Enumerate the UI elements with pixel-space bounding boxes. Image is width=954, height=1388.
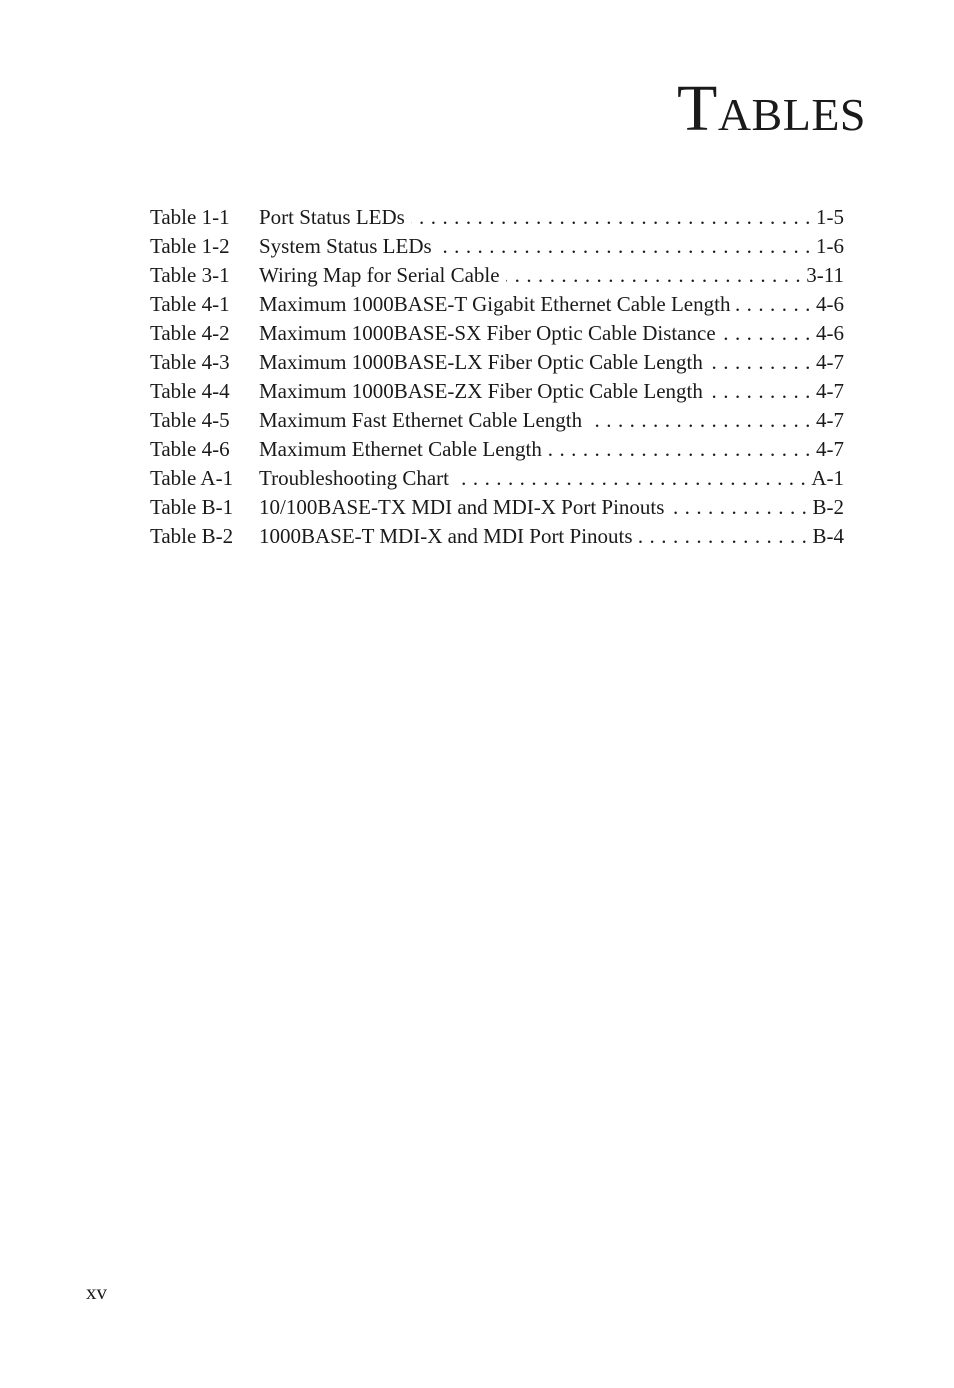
toc-entry-number: Table 4-2 [150, 321, 230, 345]
toc-entry-number: Table 4-4 [150, 379, 230, 403]
dot-leader [438, 232, 811, 261]
toc-entry-title: Maximum 1000BASE-SX Fiber Optic Cable Distance [259, 321, 716, 345]
toc-entry-page: B-2 [812, 495, 844, 519]
dot-leader [639, 522, 808, 551]
toc-entry-title: Maximum Fast Ethernet Cable Length [259, 408, 583, 432]
page-title: Tables [677, 72, 866, 145]
toc-entry-number: Table 4-5 [150, 408, 230, 432]
toc-entry[interactable] [150, 464, 844, 493]
toc-entry-number: Table 1-2 [150, 234, 230, 258]
toc-entry-number: Table 3-1 [150, 263, 230, 287]
toc-entry-title: Troubleshooting Chart [259, 466, 449, 490]
page-number: xv [86, 1280, 107, 1304]
dot-leader [709, 377, 811, 406]
dot-leader [411, 203, 811, 232]
toc-entry[interactable] [150, 290, 844, 319]
toc-entry-title: Maximum Ethernet Cable Length [259, 437, 542, 461]
toc-entry-title: Port Status LEDs [259, 205, 405, 229]
toc-entry-page: 1-5 [816, 205, 844, 229]
toc-entry[interactable] [150, 348, 844, 377]
dot-leader [588, 406, 811, 435]
toc-entry[interactable] [150, 493, 844, 522]
toc-entry-title: 10/100BASE-TX MDI and MDI-X Port Pinouts [259, 495, 665, 519]
dot-leader [506, 261, 802, 290]
toc-entry[interactable] [150, 406, 844, 435]
toc-entry-page: 4-6 [816, 321, 844, 345]
toc-entry-page: 3-11 [806, 263, 844, 287]
toc-entry[interactable] [150, 203, 844, 232]
toc-entry-page: 4-6 [816, 292, 844, 316]
toc-entry-number: Table B-2 [150, 524, 234, 548]
dot-leader [670, 493, 807, 522]
toc-entry-page: A-1 [811, 466, 844, 490]
toc-entry-page: 1-6 [816, 234, 844, 258]
toc-entry[interactable] [150, 377, 844, 406]
toc-entry-page: B-4 [812, 524, 844, 548]
toc-entry-page: 4-7 [816, 350, 844, 374]
toc-entry-title: Maximum 1000BASE-T Gigabit Ethernet Cable Length [259, 292, 731, 316]
toc-entry-title: Maximum 1000BASE-ZX Fiber Optic Cable Length [259, 379, 703, 403]
toc-entry-number: Table 4-1 [150, 292, 230, 316]
toc-entry[interactable] [150, 435, 844, 464]
dot-leader [736, 290, 811, 319]
dot-leader [548, 435, 811, 464]
toc-entry-number: Table 4-6 [150, 437, 230, 461]
toc-entry-page: 4-7 [816, 379, 844, 403]
toc-entry[interactable] [150, 522, 844, 551]
toc-entry-title: System Status LEDs [259, 234, 432, 258]
toc-entry[interactable] [150, 261, 844, 290]
toc-entry-number: Table 4-3 [150, 350, 230, 374]
dot-leader [722, 319, 811, 348]
table-of-tables [150, 203, 844, 551]
toc-entry-number: Table 1-1 [150, 205, 230, 229]
toc-entry-number: Table B-1 [150, 495, 234, 519]
toc-entry-title: Wiring Map for Serial Cable [259, 263, 500, 287]
toc-entry[interactable] [150, 232, 844, 261]
toc-entry-page: 4-7 [816, 437, 844, 461]
toc-entry-page: 4-7 [816, 408, 844, 432]
toc-entry-title: Maximum 1000BASE-LX Fiber Optic Cable Length [259, 350, 703, 374]
toc-entry-title: 1000BASE-T MDI-X and MDI Port Pinouts [259, 524, 633, 548]
toc-entry[interactable] [150, 319, 844, 348]
dot-leader [709, 348, 811, 377]
toc-entry-number: Table A-1 [150, 466, 234, 490]
dot-leader [455, 464, 806, 493]
